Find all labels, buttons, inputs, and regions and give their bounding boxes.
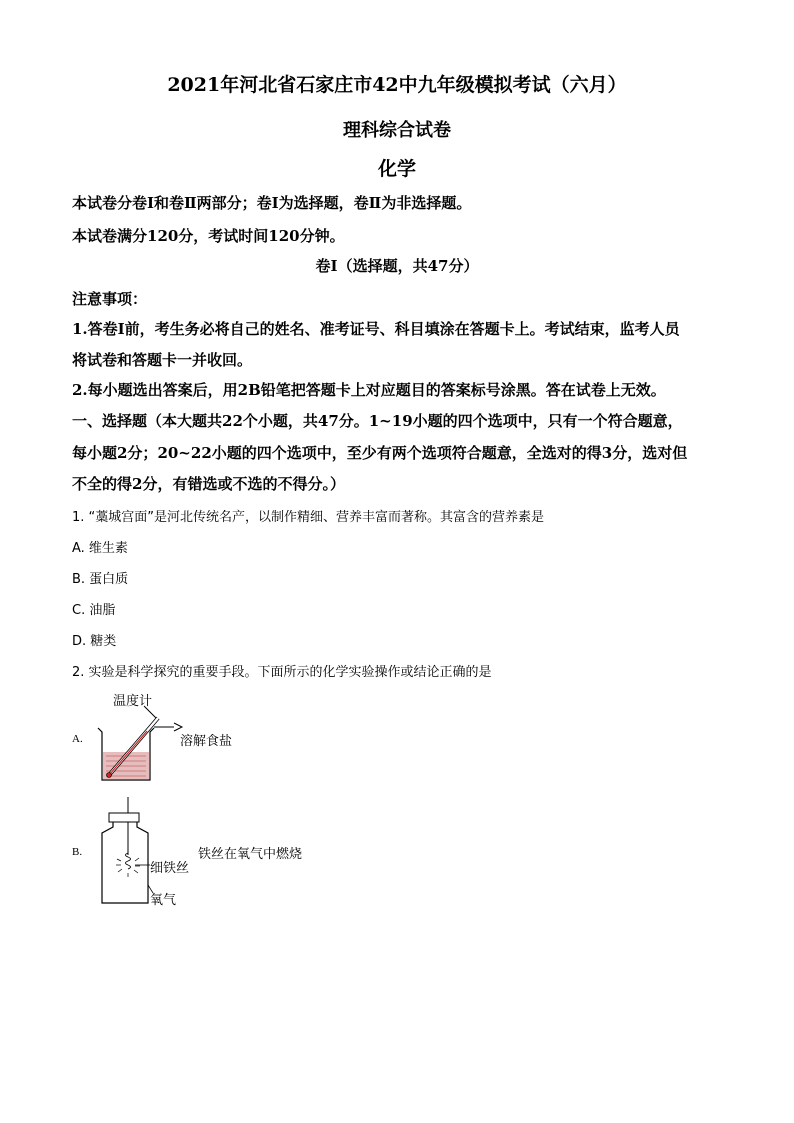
oxygen-label: 氧气 bbox=[150, 893, 177, 908]
part1-line-c: 不全的得2分，有错选或不选的不得分。） bbox=[72, 475, 345, 493]
exam-subject: 化学 bbox=[377, 158, 416, 180]
section-heading: 卷Ⅰ（选择题，共47分） bbox=[315, 257, 479, 275]
exam-subtitle: 理科综合试卷 bbox=[343, 120, 451, 141]
option-a-caption: 溶解食盐 bbox=[180, 734, 233, 749]
intro-line-2: 本试卷满分120分，考试时间120分钟。 bbox=[72, 227, 345, 245]
question-2-option-a-label: A. bbox=[72, 733, 83, 745]
question-1-stem: 1. “藁城宫面”是河北传统名产，以制作精细、营养丰富而著称。其富含的营养素是 bbox=[72, 510, 545, 525]
beaker-dissolve-salt-diagram bbox=[92, 700, 192, 788]
question-1-option-d: D. 糖类 bbox=[72, 634, 117, 649]
notice-1-line-a: 1.答卷Ⅰ前，考生务必将自己的姓名、准考证号、科目填涂在答题卡上。考试结束，监考人员 bbox=[72, 320, 680, 338]
iron-wire-burning-diagram bbox=[95, 795, 155, 907]
iron-wire-label: 细铁丝 bbox=[150, 861, 190, 876]
notice-2: 2.每小题选出答案后，用2B铅笔把答题卡上对应题目的答案标号涂黑。答在试卷上无效。 bbox=[72, 381, 666, 399]
question-2-option-b-label: B. bbox=[72, 846, 83, 858]
exam-title: 2021年河北省石家庄市42中九年级模拟考试（六月） bbox=[167, 74, 627, 96]
thermometer-label: 温度计 bbox=[113, 694, 153, 709]
question-1-option-c: C. 油脂 bbox=[72, 603, 116, 618]
question-1-option-a: A. 维生素 bbox=[72, 541, 128, 556]
notice-heading: 注意事项： bbox=[72, 290, 148, 308]
option-b-caption: 铁丝在氧气中燃烧 bbox=[198, 847, 303, 862]
question-2-stem: 2. 实验是科学探究的重要手段。下面所示的化学实验操作或结论正确的是 bbox=[72, 665, 492, 680]
part1-line-a: 一、选择题（本大题共22个小题，共47分。1~19小题的四个选项中，只有一个符合题意， bbox=[72, 412, 683, 430]
question-1-option-b: B. 蛋白质 bbox=[72, 572, 129, 587]
intro-line-1: 本试卷分卷Ⅰ和卷Ⅱ两部分；卷Ⅰ为选择题，卷Ⅱ为非选择题。 bbox=[72, 194, 472, 212]
part1-line-b: 每小题2分；20~22小题的四个选项中，至少有两个选项符合题意，全选对的得3分，选对但 bbox=[72, 444, 688, 462]
notice-1-line-b: 将试卷和答题卡一并收回。 bbox=[72, 351, 253, 369]
